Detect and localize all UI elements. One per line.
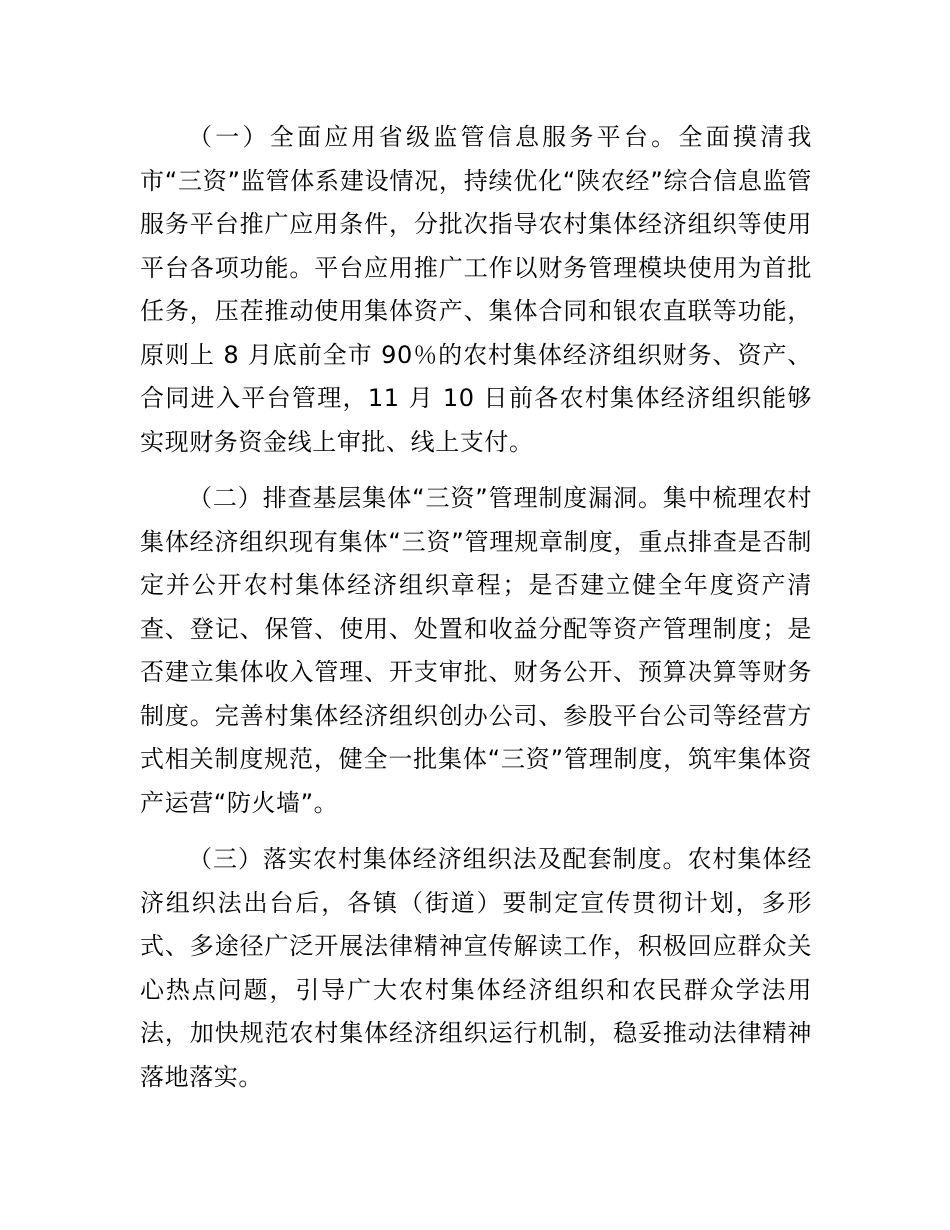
paragraph-1: （一）全面应用省级监管信息服务平台。全面摸清我市“三资”监管体系建设情况，持续优化“陕农经”综合信息监管服务平台推广应用条件，分批次指导农村集体经济组织等使用平台各项功能。平台应用推广工作以财务管理模块使用为首批任务，压茬推动使用集体资产、集体合同和银农直联等功能，原则上 8 月底前全市 90％的农村集体经济组织财务、资产、合同进入平台管理，11 月 10 日前各农村集体经济组织能够实现财务资金线上审批、线上支付。	[140, 123, 812, 456]
paragraph-2: （二）排查基层集体“三资”管理制度漏洞。集中梳理农村集体经济组织现有集体“三资”管理规章制度，重点排查是否制定并公开农村集体经济组织章程；是否建立健全年度资产清查、登记、保管、使用、处置和收益分配等资产管理制度；是否建立集体收入管理、开支审批、财务公开、预算决算等财务制度。完善村集体经济组织创办公司、参股平台公司等经营方式相关制度规范，健全一批集体“三资”管理制度，筑牢集体资产运营“防火墙”。	[140, 484, 812, 817]
paragraph-3: （三）落实农村集体经济组织法及配套制度。农村集体经济组织法出台后，各镇（街道）要制定宣传贯彻计划，多形式、多途径广泛开展法律精神宣传解读工作，积极回应群众关心热点问题，引导广大农村集体经济组织和农民群众学法用法，加快规范农村集体经济组织运行机制，稳妥推动法律精神落地落实。	[140, 845, 812, 1091]
document-body	[140, 116, 812, 1099]
